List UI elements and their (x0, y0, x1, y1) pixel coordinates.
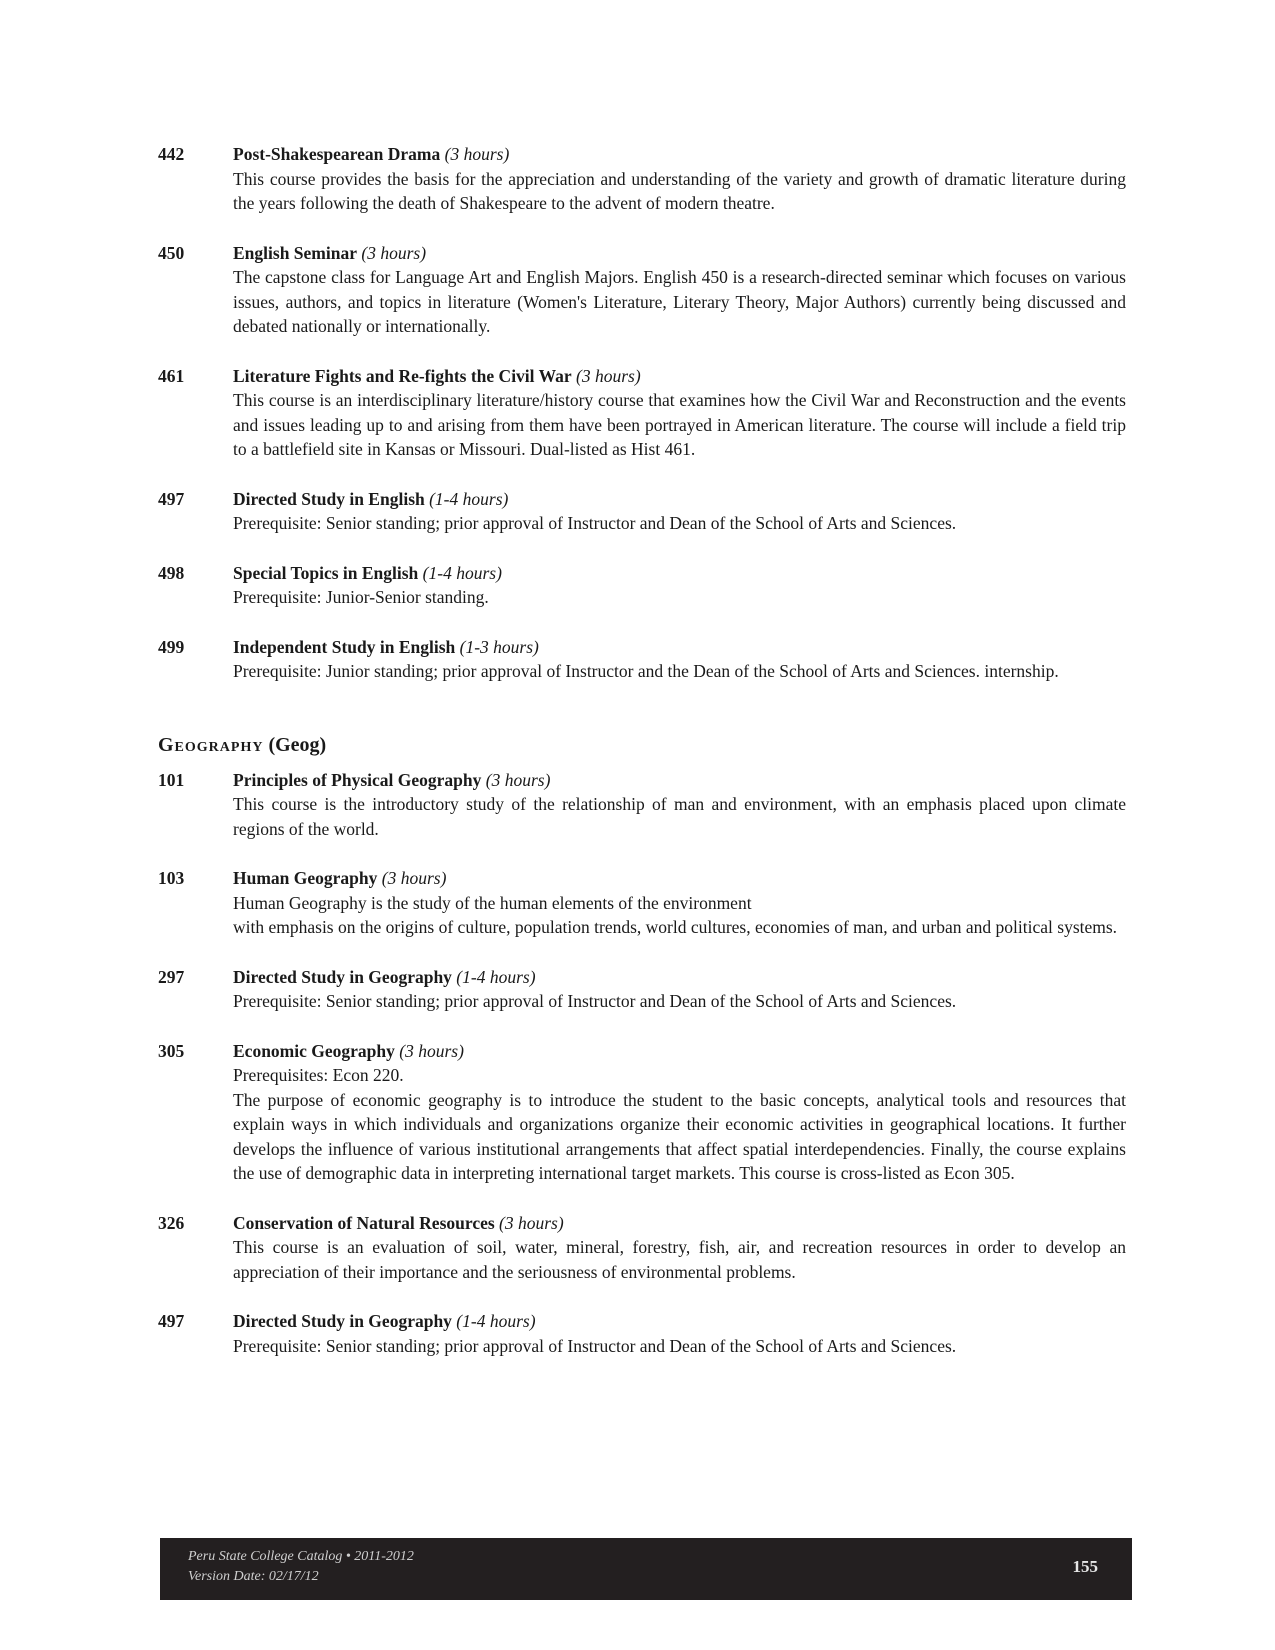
section-title: Geography (158, 733, 264, 756)
course-hours: (3 hours) (444, 144, 510, 164)
course-entry (158, 768, 1126, 842)
course-body (233, 487, 1126, 536)
course-number: 103 (158, 868, 185, 888)
footer-version-date: Version Date: 02/17/12 (188, 1569, 319, 1584)
course-body (233, 866, 1126, 940)
page-number: 155 (1072, 1557, 1098, 1576)
course-title-line (233, 768, 1126, 793)
course-title: Independent Study in English (233, 636, 456, 657)
course-number: 326 (158, 1212, 185, 1233)
course-description: This course provides the basis for the appreciation and understanding of the variety and growth of dramatic literature during the years following the death of Shakespeare to the advent of modern theatre. (233, 168, 1126, 213)
course-title-line (233, 635, 1126, 660)
course-title-line (233, 1039, 1126, 1064)
course-hours: (3 hours) (361, 242, 427, 263)
course-title-line (233, 965, 1126, 990)
geography-course-list (158, 768, 1126, 1359)
course-title: Directed Study in Geography (233, 1311, 452, 1331)
course-number: 442 (158, 144, 185, 164)
footer-catalog-title: Peru State College Catalog • 2011-2012 (188, 1549, 414, 1564)
course-hours: (3 hours) (499, 1212, 564, 1233)
course-title-line (233, 1211, 1126, 1236)
course-number: 450 (158, 242, 185, 263)
course-title-line (233, 241, 1126, 266)
course-body (233, 241, 1126, 339)
course-hours: (1-4 hours) (456, 966, 536, 987)
course-entry (158, 635, 1126, 684)
course-entry (158, 866, 1126, 940)
course-hours: (1-4 hours) (456, 1311, 536, 1331)
english-course-list (158, 142, 1126, 684)
catalog-page (158, 142, 1126, 1383)
course-body (233, 768, 1126, 842)
page-footer (160, 1538, 1132, 1600)
course-entry (158, 241, 1126, 339)
course-number: 101 (158, 769, 185, 790)
course-body (233, 561, 1126, 610)
course-body (233, 1211, 1126, 1285)
course-entry (158, 965, 1126, 1014)
course-entry (158, 364, 1126, 462)
course-description: Human Geography is the study of the human elements of the environment (233, 892, 752, 913)
course-description: Prerequisite: Senior standing; prior approval of Instructor and Dean of the School of Arts and Sciences. (233, 1335, 957, 1356)
course-hours: (1-4 hours) (429, 488, 509, 509)
course-description: Prerequisites: Econ 220. (233, 1065, 404, 1085)
course-title: Principles of Physical Geography (233, 769, 482, 790)
course-description: Prerequisite: Junior-Senior standing. (233, 587, 489, 607)
course-entry (158, 1309, 1126, 1358)
course-title: Directed Study in English (233, 488, 425, 509)
course-hours: (3 hours) (381, 868, 447, 888)
course-title: Directed Study in Geography (233, 966, 452, 987)
course-number: 297 (158, 966, 185, 987)
footer-catalog-info (188, 1547, 414, 1587)
course-number: 305 (158, 1040, 185, 1061)
course-hours: (3 hours) (576, 365, 641, 386)
course-hours: (3 hours) (399, 1040, 464, 1061)
course-number: 499 (158, 636, 185, 657)
course-title: English Seminar (233, 242, 357, 263)
course-number: 461 (158, 365, 185, 386)
course-hours: (1-3 hours) (459, 636, 539, 657)
course-title-line (233, 866, 1126, 891)
course-body (233, 1309, 1126, 1358)
course-description: with emphasis on the origins of culture, population trends, world cultures, economies of man, and urban and political systems. (233, 917, 1118, 937)
course-entry (158, 1039, 1126, 1186)
course-description: This course is the introductory study of the relationship of man and environment, with an emphasis placed upon climate regions of the world. (233, 794, 1126, 839)
course-title: Literature Fights and Re-fights the Civil War (233, 365, 572, 386)
course-hours: (3 hours) (485, 769, 551, 790)
course-title: Economic Geography (233, 1040, 395, 1061)
course-description: The purpose of economic geography is to introduce the student to the basic concepts, analytical tools and resources that explain ways in which individuals and organizations organize their economic activities in geographical locations. It further develops the influence of various institutional arrangements that affect spatial interdependencies. Finally, the course explains the use of demographic data in interpreting international target markets. This course is cross-listed as Econ 305. (233, 1089, 1126, 1183)
course-body (233, 965, 1126, 1014)
course-title: Post-Shakespearean Drama (233, 144, 441, 164)
course-entry (158, 487, 1126, 536)
course-description: Prerequisite: Junior standing; prior approval of Instructor and the Dean of the School of Arts and Sciences. internship. (233, 661, 1059, 681)
course-entry (158, 142, 1126, 216)
course-description: The capstone class for Language Art and English Majors. English 450 is a research-directed seminar which focuses on various issues, authors, and topics in literature (Women's Literature, Literary Theory, Major Authors) currently being discussed and debated nationally or internationally. (233, 267, 1126, 336)
course-title: Special Topics in English (233, 562, 419, 583)
course-description: Prerequisite: Senior standing; prior approval of Instructor and Dean of the School of Arts and Sciences. (233, 513, 957, 533)
course-body (233, 142, 1126, 216)
course-title: Conservation of Natural Resources (233, 1212, 495, 1233)
course-title-line (233, 364, 1126, 389)
course-hours: (1-4 hours) (422, 562, 502, 583)
course-description: Prerequisite: Senior standing; prior approval of Instructor and Dean of the School of Arts and Sciences. (233, 991, 957, 1011)
course-number: 498 (158, 562, 185, 583)
geography-section-heading (158, 732, 1126, 758)
course-title-line (233, 142, 1126, 167)
course-number: 497 (158, 1311, 185, 1331)
course-number: 497 (158, 488, 185, 509)
course-title-line (233, 1309, 1126, 1334)
course-entry (158, 1211, 1126, 1285)
course-body (233, 635, 1126, 684)
course-title: Human Geography (233, 868, 378, 888)
course-description: This course is an interdisciplinary literature/history course that examines how the Civil War and Reconstruction and the events and issues leading up to and arising from them have been portrayed in American literature. The course will include a field trip to a battlefield site in Kansas or Missouri. Dual-listed as Hist 461. (233, 390, 1126, 459)
course-entry (158, 561, 1126, 610)
section-code: (Geog) (268, 733, 327, 756)
course-body (233, 364, 1126, 462)
course-description: This course is an evaluation of soil, water, mineral, forestry, fish, air, and recreation resources in order to develop an appreciation of their importance and the seriousness of environmental problems. (233, 1237, 1126, 1282)
course-title-line (233, 487, 1126, 512)
course-title-line (233, 561, 1126, 586)
course-body (233, 1039, 1126, 1186)
